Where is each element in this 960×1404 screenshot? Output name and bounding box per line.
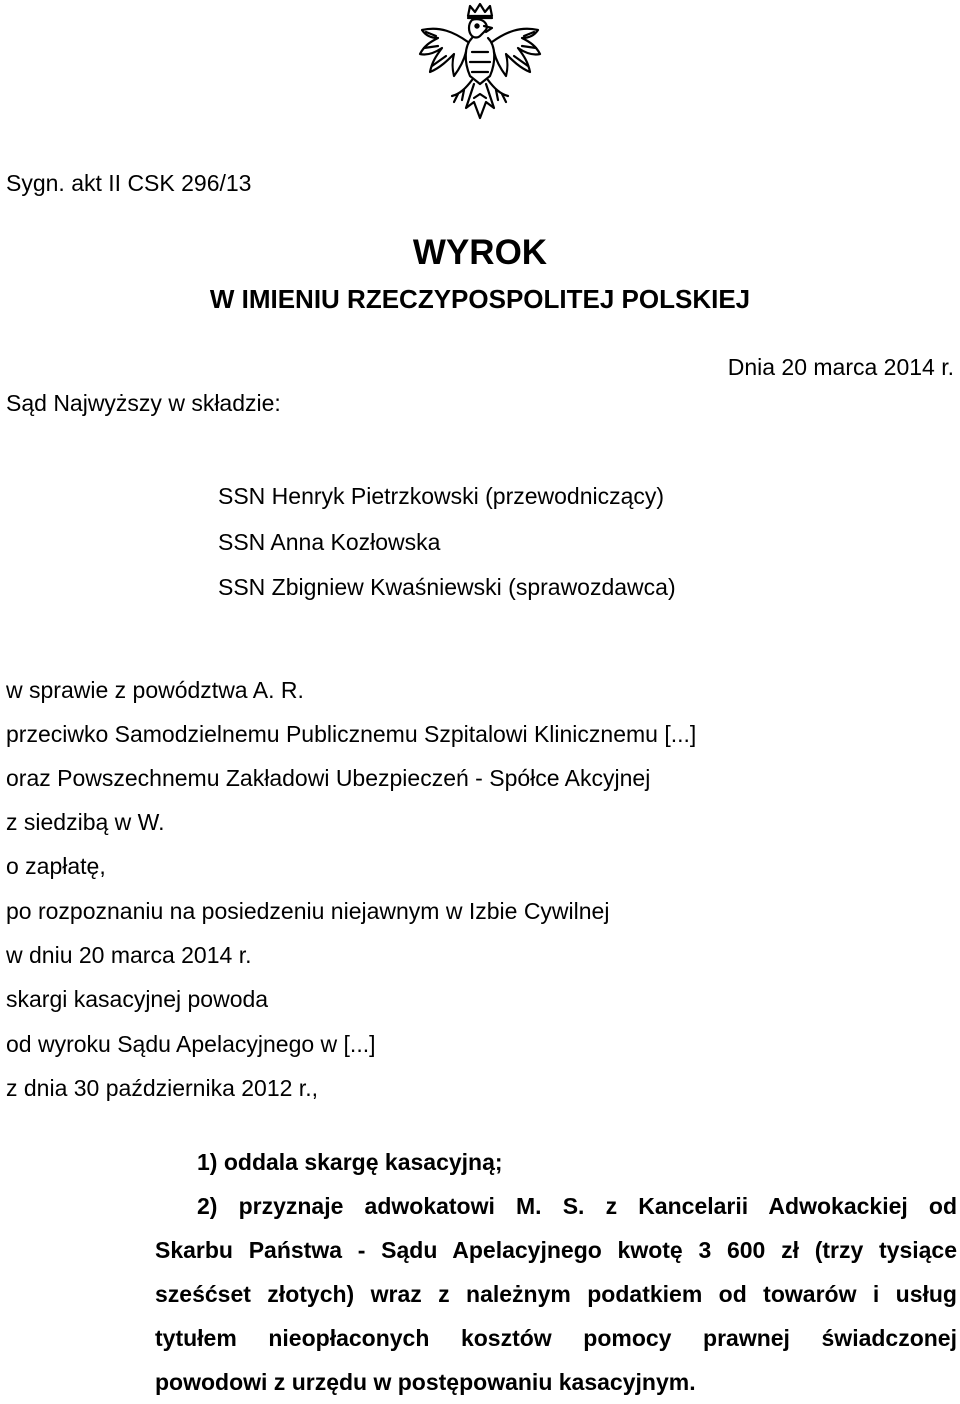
case-line-subject: o zapłatę, [6,853,106,879]
ruling-section [155,1140,957,1404]
case-line-hearing: po rozpoznaniu na posiedzeniu niejawnym w Izbie Cywilnej [6,898,610,924]
case-line-defendant-2: oraz Powszechnemu Zakładowi Ubezpieczeń - Spółce Akcyjnej [6,765,651,791]
ruling-item-2-line-5: powodowi z urzędu w postępowaniu kasacyjnym. [155,1369,696,1395]
ruling-item-2-line-2: Skarbu Państwa - Sądu Apelacyjnego kwotę 3 600 zł (trzy tysiące [155,1237,957,1263]
document-title: WYROK [412,233,548,272]
ruling-item-2: 2) przyznaje adwokatowi M. S. z Kancelarii Adwokackiej od [197,1193,957,1219]
judgment-date: Dnia 20 marca 2014 r. [727,354,954,380]
ruling-item-2-line-3: sześćset złotych) wraz z należnym podatkiem od towarów i usług [155,1281,957,1307]
case-line-defendant-1: przeciwko Samodzielnemu Publicznemu Szpitalowi Klinicznemu [...] [6,721,697,747]
case-line-seat: z siedzibą w W. [6,809,165,835]
document-subtitle: W IMIENIU RZECZYPOSPOLITEJ POLSKIEJ [209,284,751,314]
case-line-claimant: w sprawie z powództwa A. R. [6,677,304,703]
case-signature: Sygn. akt II CSK 296/13 [6,170,252,196]
ruling-item-1: 1) oddala skargę kasacyjną; [197,1149,503,1175]
case-line-hearing-date: w dniu 20 marca 2014 r. [6,942,252,968]
case-line-appeal: skargi kasacyjnej powoda [6,986,269,1012]
polish-eagle-emblem-icon [412,2,548,130]
case-line-appealed-judgment: od wyroku Sądu Apelacyjnego w [...] [6,1031,376,1057]
ruling-item-2-line-4: tytułem nieopłaconych kosztów pomocy prawnej świadczonej [155,1325,957,1351]
court-composition-label: Sąd Najwyższy w składzie: [6,390,281,416]
judge-rapporteur: SSN Zbigniew Kwaśniewski (sprawozdawca) [218,574,676,600]
case-line-appealed-date: z dnia 30 października 2012 r., [6,1075,318,1101]
judge-presiding: SSN Henryk Pietrzkowski (przewodniczący) [218,483,665,509]
judge-member: SSN Anna Kozłowska [218,529,441,555]
